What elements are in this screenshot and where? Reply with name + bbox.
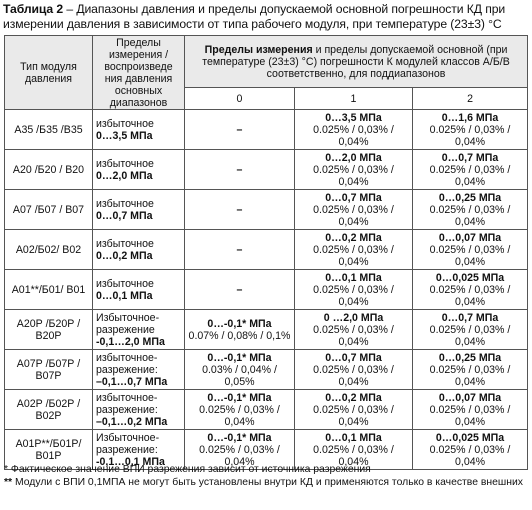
subrange-1-error: 0.025% / 0,03% / 0,04% [313, 123, 394, 148]
subrange-1-range: 0…0,7 МПа [325, 191, 382, 204]
subrange-0-range: 0…-0,1* МПа [207, 351, 272, 364]
footnote-2-mark: ** [4, 477, 13, 488]
subrange-2-cell [413, 150, 528, 190]
subrange-1-error: 0.025% / 0,03% / 0,04% [313, 163, 394, 188]
range-mode: избыточное [96, 157, 154, 170]
module-type: А01**/Б01/ В01 [11, 283, 86, 296]
subrange-1-range: 0…0,2 МПа [325, 231, 382, 244]
range-value: 0…3,5 МПа [96, 129, 153, 142]
subrange-0-cell [185, 230, 295, 270]
range-value: 0…2,0 МПа [96, 169, 153, 182]
subrange-0-cell [185, 190, 295, 230]
module-type: А02Р /Б02Р /В02Р [16, 397, 81, 422]
subrange-0-error: 0.025% / 0,03% / 0,04% [199, 443, 280, 468]
range-value: –0,1…0,7 МПа [96, 375, 168, 388]
subrange-2-error: 0.025% / 0,03% / 0,04% [429, 243, 511, 268]
subrange-0-cell [185, 110, 295, 150]
subrange-1-error: 0.025% / 0,03% / 0,04% [313, 443, 394, 468]
range-value: 0…0,7 МПа [96, 209, 153, 222]
footnote-2 [4, 477, 528, 489]
subrange-2-range: 0…1,6 МПа [441, 111, 499, 124]
module-type: А01Р**/Б01Р/ В01Р [15, 437, 82, 462]
subrange-1-range: 0…0,1 МПа [325, 271, 382, 284]
subrange-2-error: 0.025% / 0,03% / 0,04% [429, 123, 511, 148]
subrange-0-header: 0 [185, 88, 295, 110]
base-range-cell [93, 230, 185, 270]
subrange-1-error: 0.025% / 0,03% / 0,04% [313, 363, 394, 388]
subrange-1-header: 1 [295, 88, 413, 110]
subrange-2-cell [413, 390, 528, 430]
subrange-2-cell [413, 190, 528, 230]
subrange-1-error: 0.025% / 0,03% / 0,04% [313, 323, 394, 348]
subrange-1-cell [295, 270, 413, 310]
subrange-0-error: 0.07% / 0,08% / 0,1% [188, 329, 291, 342]
header-limits [185, 36, 528, 88]
range-mode: избыточное [96, 117, 154, 130]
range-value: -0,1…2,0 МПа [96, 335, 165, 348]
table-row [5, 310, 528, 350]
subrange-0-range: 0…-0,1* МПа [207, 431, 272, 444]
table-row [5, 190, 528, 230]
module-type-cell [5, 390, 93, 430]
subrange-2-cell [413, 270, 528, 310]
subrange-0-range: 0…-0,1* МПа [207, 391, 272, 404]
header-limits-rest: и пределы допускаемой основной (при температуре (23±3) °С) погрешности К модулей классов А/Б/В соответственно, для поддиапазонов [202, 43, 510, 80]
module-type-cell [5, 310, 93, 350]
table-row [5, 390, 528, 430]
subrange-0-cell [185, 310, 295, 350]
subrange-0-cell [185, 350, 295, 390]
subrange-2-error: 0.025% / 0,03% / 0,04% [429, 443, 511, 468]
module-type-cell [5, 230, 93, 270]
subrange-0-range: – [236, 163, 243, 176]
subrange-2-error: 0.025% / 0,03% / 0,04% [429, 403, 511, 428]
subrange-0-error: 0.025% / 0,03% / 0,04% [199, 403, 280, 428]
subrange-0-range: – [236, 243, 243, 256]
subrange-0-cell [185, 270, 295, 310]
subrange-1-error: 0.025% / 0,03% / 0,04% [313, 403, 394, 428]
subrange-2-error: 0.025% / 0,03% / 0,04% [429, 163, 511, 188]
base-range-cell [93, 310, 185, 350]
subrange-2-range: 0…0,7 МПа [441, 151, 499, 164]
subrange-2-range: 0…0,025 МПа [435, 431, 505, 444]
range-mode: избыточное [96, 277, 154, 290]
module-type-cell [5, 110, 93, 150]
subrange-1-error: 0.025% / 0,03% / 0,04% [313, 243, 394, 268]
subrange-0-range: – [236, 203, 243, 216]
subrange-2-cell [413, 230, 528, 270]
subrange-1-error: 0.025% / 0,03% / 0,04% [313, 283, 394, 308]
subrange-0-cell [185, 390, 295, 430]
subrange-1-range: 0…0,7 МПа [325, 351, 382, 364]
module-type: А20Р /Б20Р /В20Р [16, 317, 81, 342]
subrange-2-error: 0.025% / 0,03% / 0,04% [429, 283, 511, 308]
subrange-0-range: – [236, 283, 243, 296]
module-type: А07 /Б07 / В07 [12, 203, 85, 216]
base-range-cell [93, 110, 185, 150]
subrange-1-range: 0 …2,0 МПа [323, 311, 384, 324]
subrange-2-header: 2 [413, 88, 528, 110]
subrange-2-error: 0.025% / 0,03% / 0,04% [429, 323, 511, 348]
module-type-cell [5, 350, 93, 390]
caption-text: – Диапазоны давления и пределы допускаемой основной погрешности КД при измерении давления в зависимости от типа рабочего модуля, при температуре (23±3) °С [3, 2, 506, 31]
subrange-2-range: 0…0,25 МПа [438, 351, 502, 364]
subrange-1-cell [295, 310, 413, 350]
table-body [5, 110, 528, 470]
base-range-cell [93, 190, 185, 230]
range-mode: избыточное-разрежение: [96, 351, 158, 376]
module-type-cell [5, 190, 93, 230]
pressure-ranges-table [4, 35, 528, 470]
footnote-1: * Фактическое значение ВПИ разрежения зависит от источника разрежения [4, 464, 371, 475]
subrange-2-range: 0…0,07 МПа [438, 391, 502, 404]
subrange-1-range: 0…0,1 МПа [325, 431, 382, 444]
range-mode: избыточное [96, 197, 154, 210]
module-type: А20 /Б20 / В20 [12, 163, 85, 176]
table-row [5, 270, 528, 310]
module-type: А35 /Б35 /В35 [14, 123, 83, 136]
subrange-1-error: 0.025% / 0,03% / 0,04% [313, 203, 394, 228]
subrange-0-error: 0.03% / 0,04% / 0,05% [202, 363, 277, 388]
subrange-2-error: 0.025% / 0,03% / 0,04% [429, 203, 511, 228]
module-type: А02/Б02/ В02 [15, 243, 82, 256]
footnote-2-text: Модули с ВПИ 0,1МПА не могут быть установлены внутри КД и применяются только в качестве внешних [12, 477, 523, 488]
subrange-1-range: 0…2,0 МПа [325, 151, 382, 164]
subrange-2-cell [413, 110, 528, 150]
table-row [5, 110, 528, 150]
module-type-cell [5, 150, 93, 190]
range-value: 0…0,2 МПа [96, 249, 153, 262]
subrange-1-cell [295, 350, 413, 390]
subrange-2-range: 0…0,7 МПа [441, 311, 499, 324]
subrange-0-range: – [236, 123, 243, 136]
subrange-0-range: 0…-0,1* МПа [207, 317, 272, 330]
range-mode: избыточное-разрежение: [96, 391, 158, 416]
subrange-2-error: 0.025% / 0,03% / 0,04% [429, 363, 511, 388]
base-range-cell [93, 390, 185, 430]
subrange-1-range: 0…3,5 МПа [325, 111, 382, 124]
table-row [5, 350, 528, 390]
subrange-1-cell [295, 230, 413, 270]
range-mode: Избыточное-разрежение [96, 311, 160, 336]
subrange-1-range: 0…0,2 МПа [325, 391, 382, 404]
header-limits-bold: Пределы измерения [204, 43, 313, 56]
subrange-2-range: 0…0,025 МПа [435, 271, 505, 284]
base-range-cell [93, 150, 185, 190]
base-range-cell [93, 270, 185, 310]
range-value: -0,1…0,1 МПа [96, 455, 165, 468]
header-module-type: Тип модуля давления [5, 36, 93, 110]
subrange-1-cell [295, 150, 413, 190]
subrange-1-cell [295, 190, 413, 230]
subrange-2-cell [413, 350, 528, 390]
range-mode: Избыточное-разрежение: [96, 431, 160, 456]
range-value: 0…0,1 МПа [96, 289, 153, 302]
table-row [5, 230, 528, 270]
header-base-range: Пределы измерения / воспроизведе ния давления основных диапазонов [93, 36, 185, 110]
subrange-2-range: 0…0,07 МПа [438, 231, 502, 244]
module-type-cell [5, 270, 93, 310]
module-type: А07Р /Б07Р /В07Р [16, 357, 81, 382]
range-value: –0,1…0,2 МПа [96, 415, 168, 428]
subrange-0-cell [185, 150, 295, 190]
subrange-1-cell [295, 110, 413, 150]
table-caption [3, 2, 529, 32]
range-mode: избыточное [96, 237, 154, 250]
table-row [5, 150, 528, 190]
caption-label: Таблица 2 [3, 2, 64, 16]
subrange-2-cell [413, 310, 528, 350]
subrange-2-range: 0…0,25 МПа [438, 191, 502, 204]
subrange-1-cell [295, 390, 413, 430]
base-range-cell [93, 350, 185, 390]
